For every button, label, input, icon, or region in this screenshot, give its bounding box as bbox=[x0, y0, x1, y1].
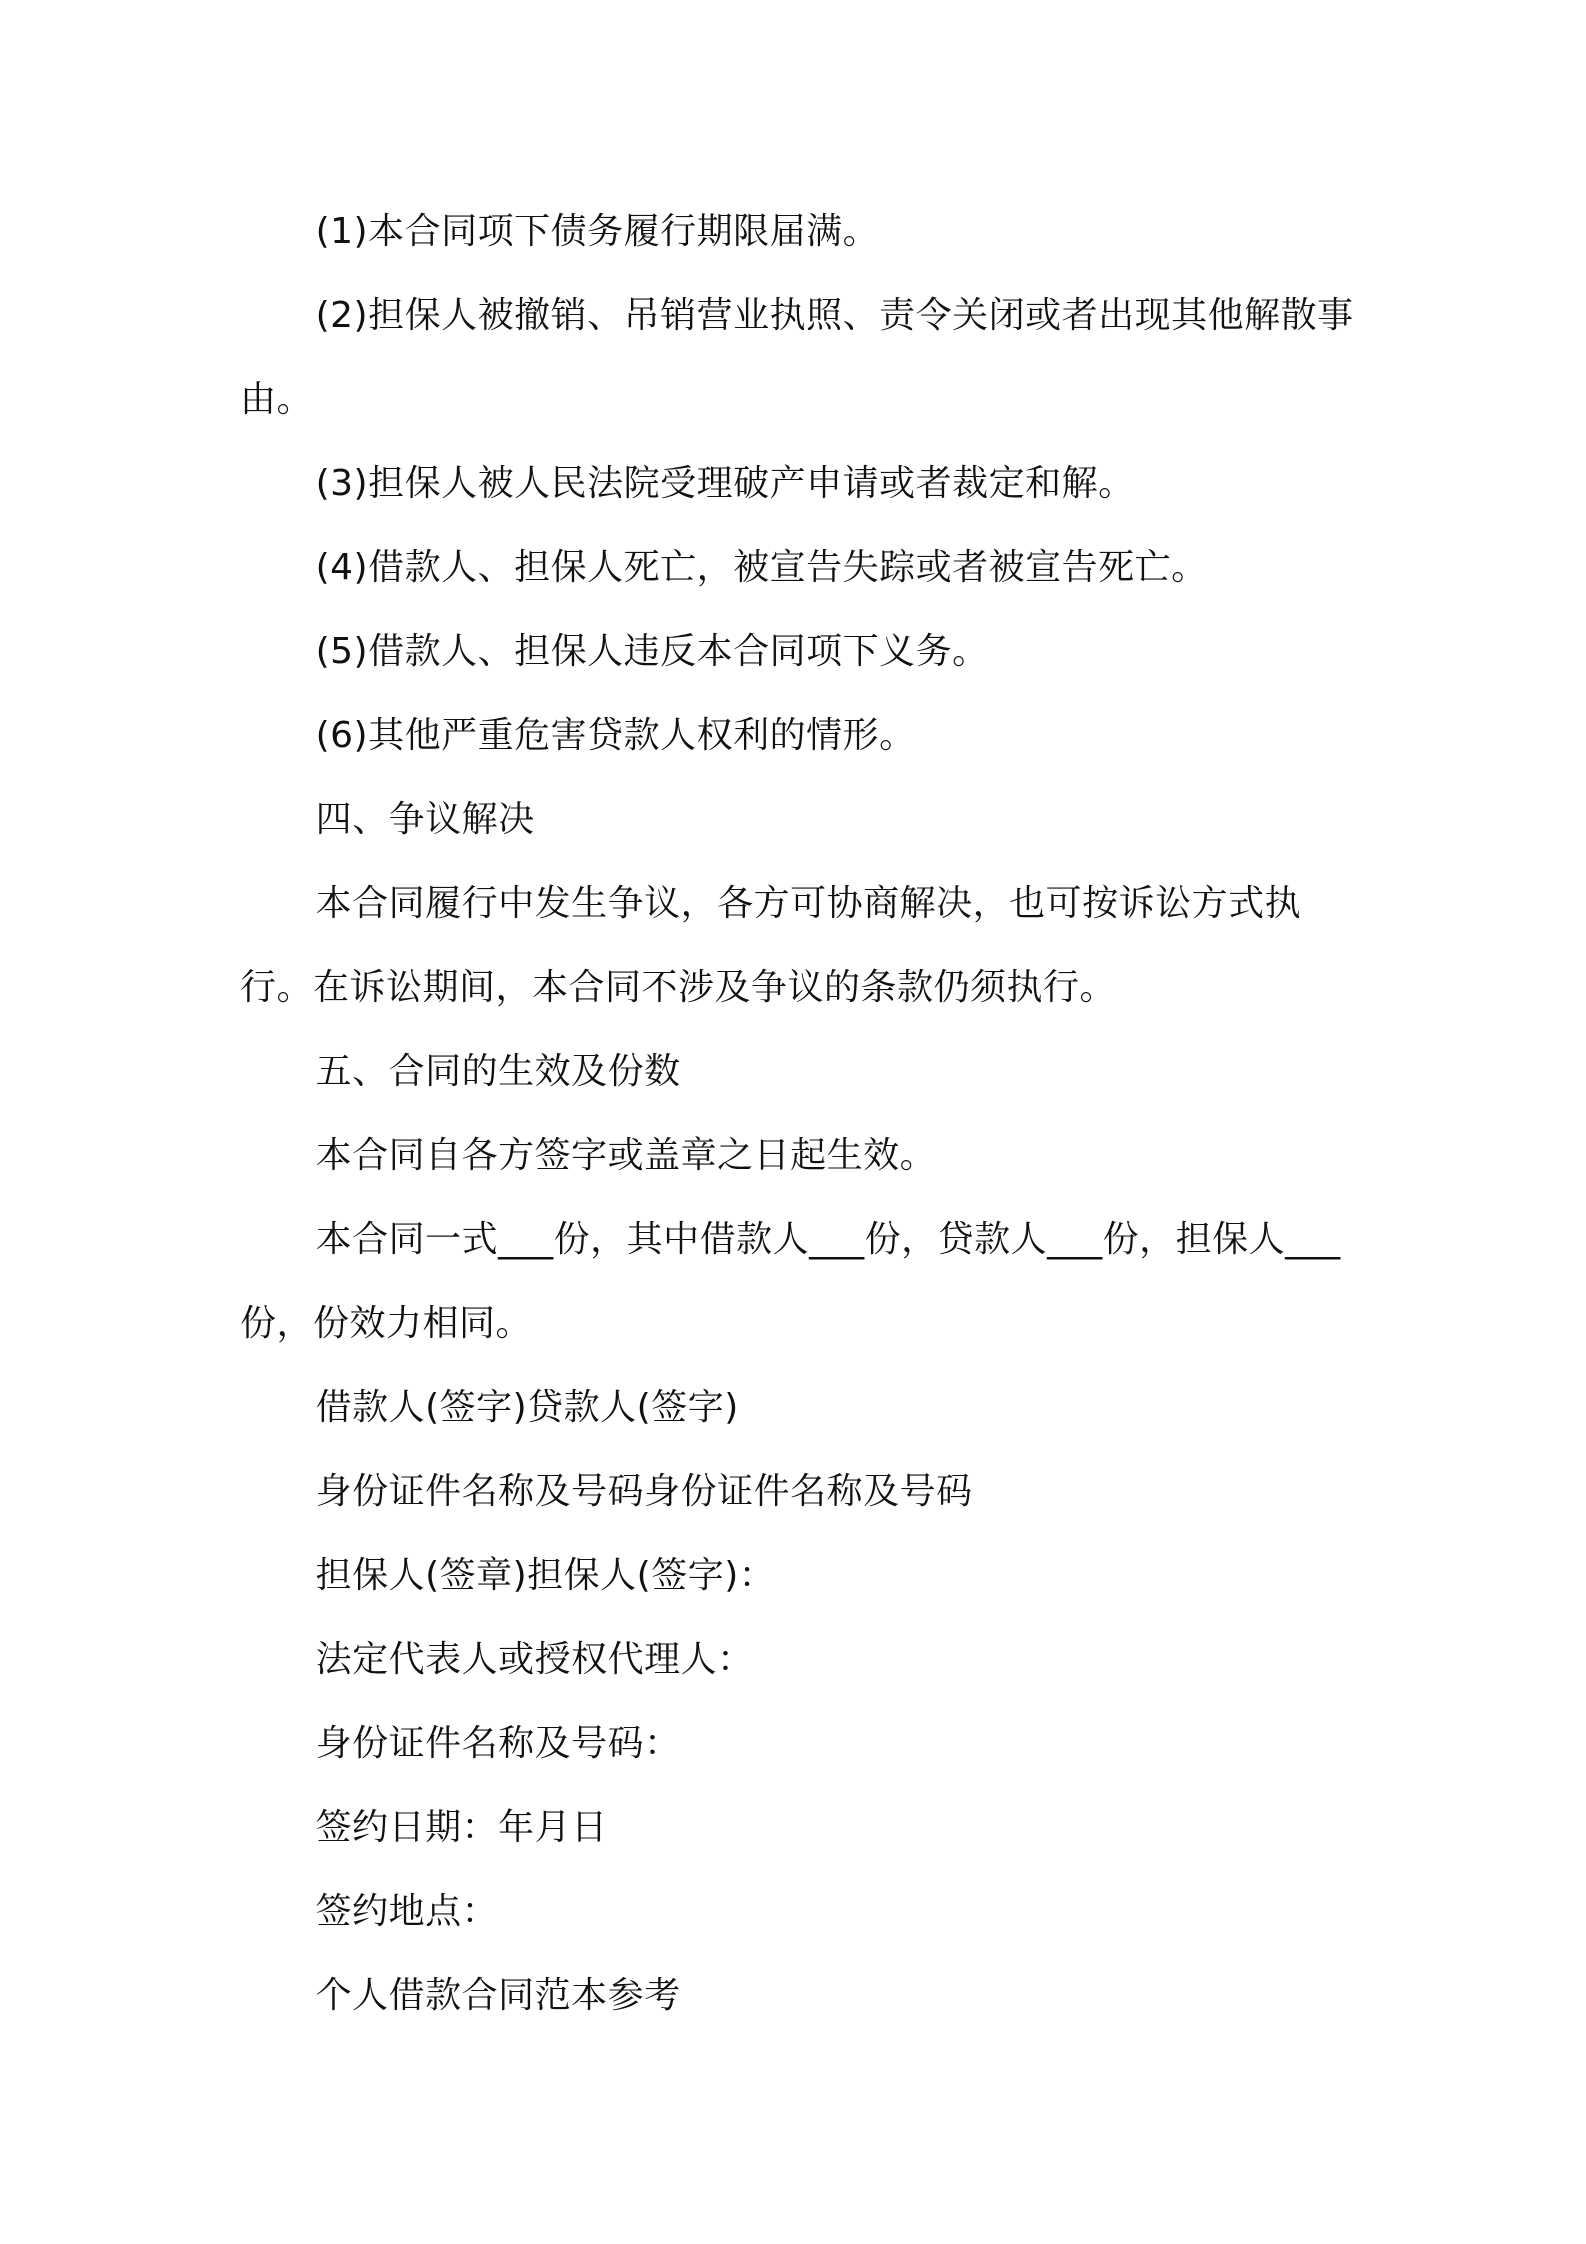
signature-line-borrower-lender: 借款人(签字)贷款人(签字) bbox=[315, 1387, 739, 1428]
clause-item-1: (1)本合同项下债务履行期限届满。 bbox=[315, 211, 880, 252]
clause-item-3: (3)担保人被人民法院受理破产申请或者裁定和解。 bbox=[315, 463, 1135, 504]
signing-place-line: 签约地点： bbox=[315, 1891, 499, 1932]
clause-item-2: (2)担保人被撤销、吊销营业执照、责令关闭或者出现其他解散事由。 bbox=[240, 295, 1354, 420]
dispute-paragraph: 本合同履行中发生争议，各方可协商解决，也可按诉讼方式执行。在诉讼期间，本合同不涉及争议的条款仍须执行。 bbox=[240, 883, 1302, 1008]
id-line: 身份证件名称及号码身份证件名称及号码 bbox=[315, 1471, 973, 1512]
section-heading-dispute: 四、争议解决 bbox=[315, 799, 535, 840]
copies-paragraph: 本合同一式___份，其中借款人___份，贷款人___份，担保人___份，份效力相同。 bbox=[240, 1219, 1341, 1344]
effect-paragraph: 本合同自各方签字或盖章之日起生效。 bbox=[315, 1135, 937, 1176]
id-number-line: 身份证件名称及号码： bbox=[315, 1723, 681, 1764]
clause-item-6: (6)其他严重危害贷款人权利的情形。 bbox=[315, 715, 916, 756]
document-body bbox=[240, 190, 1360, 2038]
guarantor-line: 担保人(签章)担保人(签字)： bbox=[315, 1555, 776, 1596]
signing-date-line: 签约日期：年月日 bbox=[315, 1807, 608, 1848]
closing-title-line: 个人借款合同范本参考 bbox=[315, 1975, 681, 2016]
clause-item-5: (5)借款人、担保人违反本合同项下义务。 bbox=[315, 631, 989, 672]
section-heading-effect: 五、合同的生效及份数 bbox=[315, 1051, 681, 1092]
clause-item-4: (4)借款人、担保人死亡，被宣告失踪或者被宣告死亡。 bbox=[315, 547, 1208, 588]
legal-representative-line: 法定代表人或授权代理人： bbox=[315, 1639, 754, 1680]
